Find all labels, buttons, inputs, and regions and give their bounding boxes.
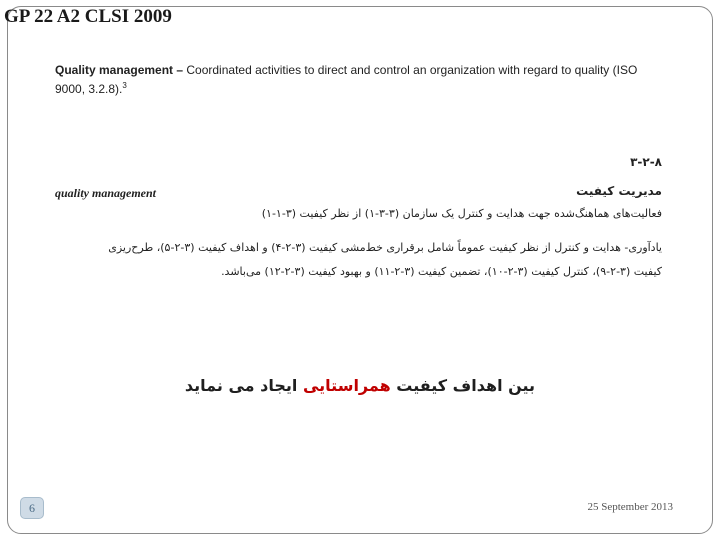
persian-note-line-1: یادآوری- هدایت و کنترل از نظر کیفیت عموماً شامل برقراری خط‌مشی کیفیت (۳-۲-۴) و اهداف کیفیت (۳-۲-۵)، طرح‌ریزی	[108, 241, 662, 254]
persian-highlight-sentence	[0, 376, 720, 395]
highlight-after: ایجاد می نماید	[184, 376, 303, 395]
page-number-badge: 6	[20, 497, 44, 519]
definition-term: Quality management	[55, 63, 174, 77]
definition-ref: 3	[122, 81, 127, 90]
highlight-before: بین اهداف کیفیت	[390, 376, 536, 395]
english-definition	[55, 62, 670, 97]
persian-definition: فعالیت‌های هماهنگ‌شده جهت هدایت و کنترل یک سازمان (۳-۳-۱) از نظر کیفیت (۳-۱-۱)	[261, 207, 662, 220]
english-term: quality management	[55, 186, 157, 200]
highlight-red-word: همراستایی	[302, 376, 391, 395]
section-number: ۳-۲-۸	[630, 155, 662, 169]
footer-date: 25 September 2013	[587, 501, 673, 513]
definition-dash: –	[173, 63, 187, 77]
definition-text: Coordinated activities to direct and control an organization with regard to quality (ISO 9000, 3.2.8).	[55, 63, 638, 96]
slide-title: GP 22 A2 CLSI 2009	[4, 6, 172, 27]
persian-note-line-2: کیفیت (۳-۲-۹)، کنترل کیفیت (۳-۲-۱۰)، تضمین کیفیت (۳-۲-۱۱) و بهبود کیفیت (۳-۲-۱۲) می‌باشد.	[221, 265, 662, 278]
persian-term: مدیریت کیفیت	[576, 184, 662, 198]
